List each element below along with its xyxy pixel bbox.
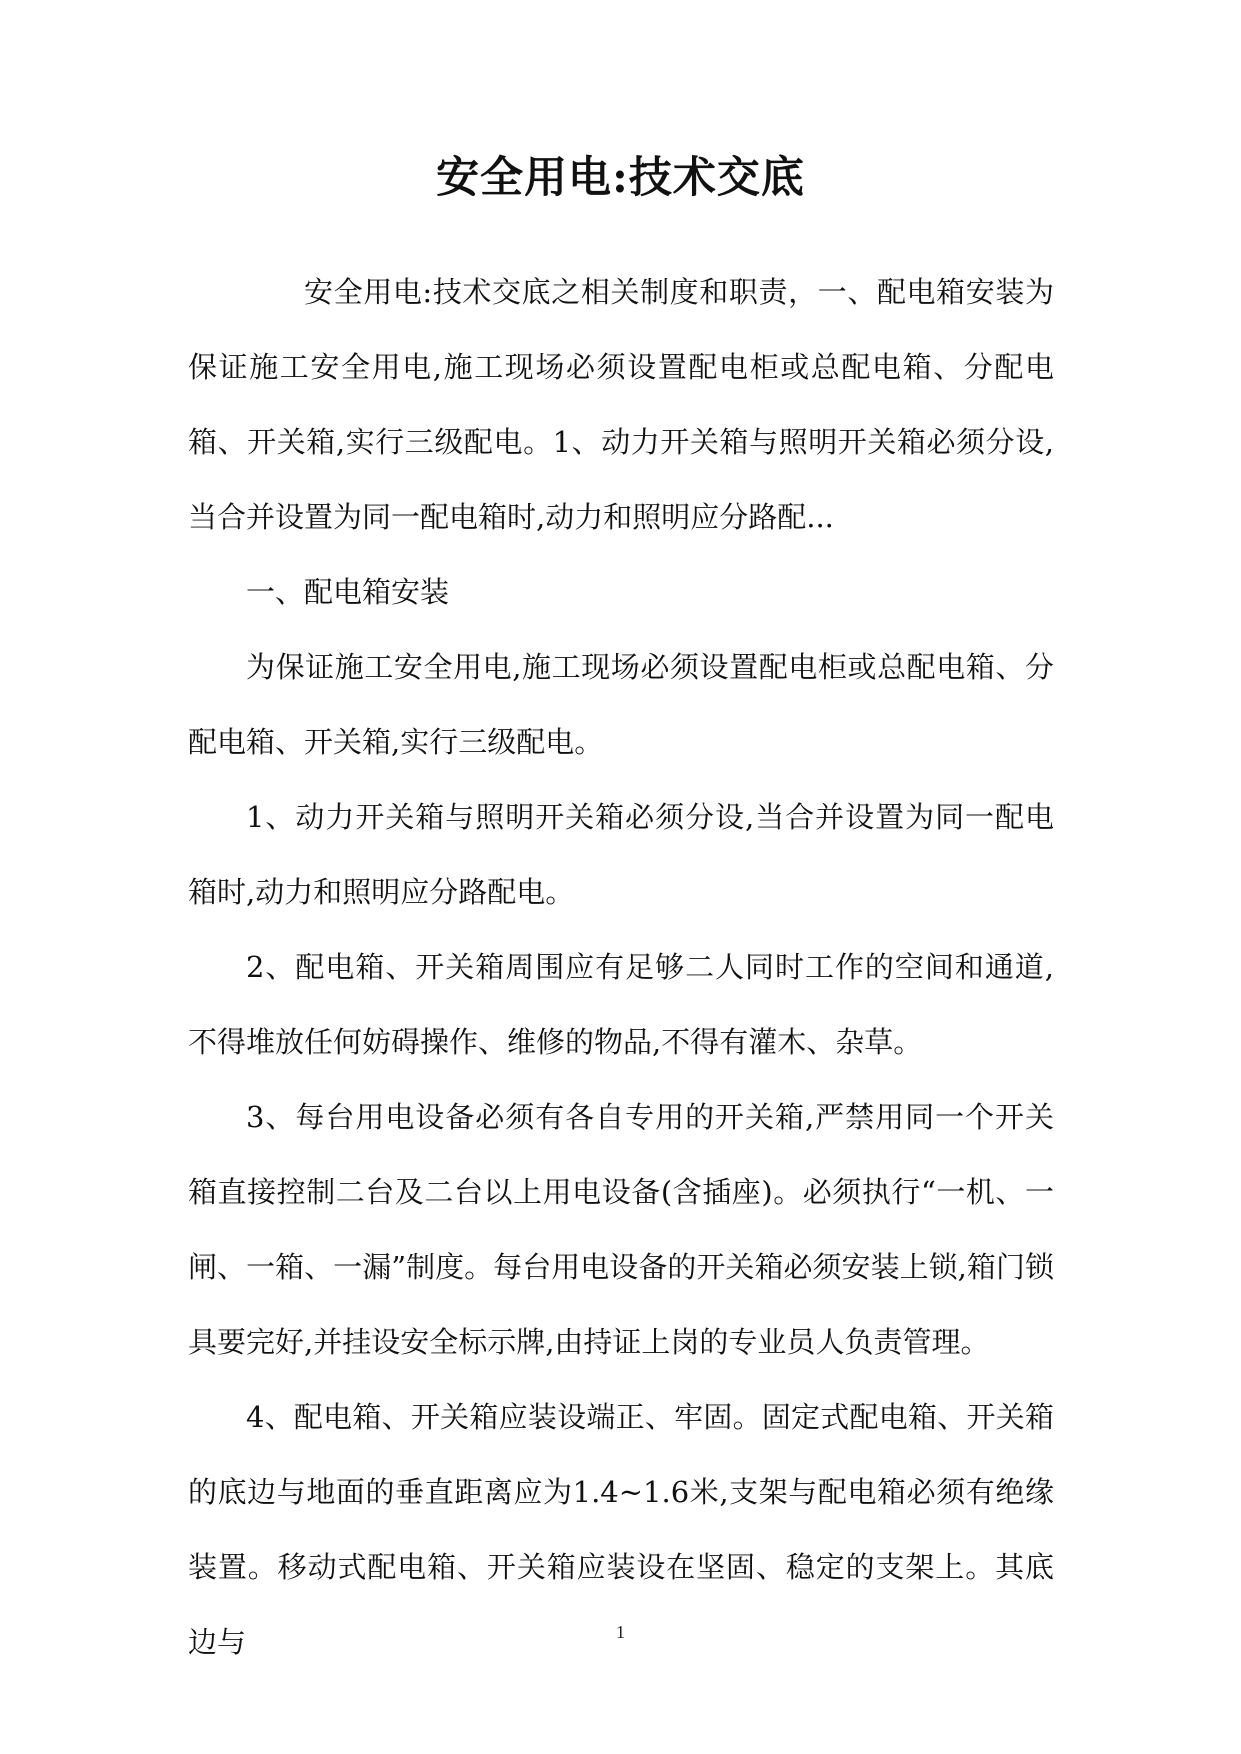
document-body bbox=[188, 255, 1054, 1680]
body-paragraph: 4、配电箱、开关箱应装设端正、牢固。固定式配电箱、开关箱的底边与地面的垂直距离应为1.4~1.6米,支架与配电箱必须有绝缘装置。移动式配电箱、开关箱应装设在坚固、稳定的支架上。其底边与 bbox=[188, 1400, 1054, 1659]
document-title: 安全用电:技术交底 bbox=[436, 153, 805, 203]
section-heading: 一、配电箱安装 bbox=[246, 575, 450, 609]
page-number: 1 bbox=[616, 1622, 625, 1642]
body-paragraph: 为保证施工安全用电,施工现场必须设置配电柜或总配电箱、分配电箱、开关箱,实行三级配电。 bbox=[188, 650, 1054, 759]
summary-paragraph: 安全用电:技术交底之相关制度和职责，一、配电箱安装为保证施工安全用电,施工现场必须设置配电柜或总配电箱、分配电箱、开关箱,实行三级配电。1、动力开关箱与照明开关箱必须分设,当合并设置为同一配电箱时,动力和照明应分路配... bbox=[188, 275, 1054, 534]
body-paragraph: 1、动力开关箱与照明开关箱必须分设,当合并设置为同一配电箱时,动力和照明应分路配电。 bbox=[188, 800, 1054, 909]
body-paragraph: 2、配电箱、开关箱周围应有足够二人同时工作的空间和通道,不得堆放任何妨碍操作、维修的物品,不得有灌木、杂草。 bbox=[188, 950, 1054, 1059]
body-paragraph: 3、每台用电设备必须有各自专用的开关箱,严禁用同一个开关箱直接控制二台及二台以上用电设备(含插座)。必须执行“一机、一闸、一箱、一漏”制度。每台用电设备的开关箱必须安装上锁,箱门锁具要完好,并挂设安全标示牌,由持证上岗的专业员人负责管理。 bbox=[188, 1100, 1054, 1359]
